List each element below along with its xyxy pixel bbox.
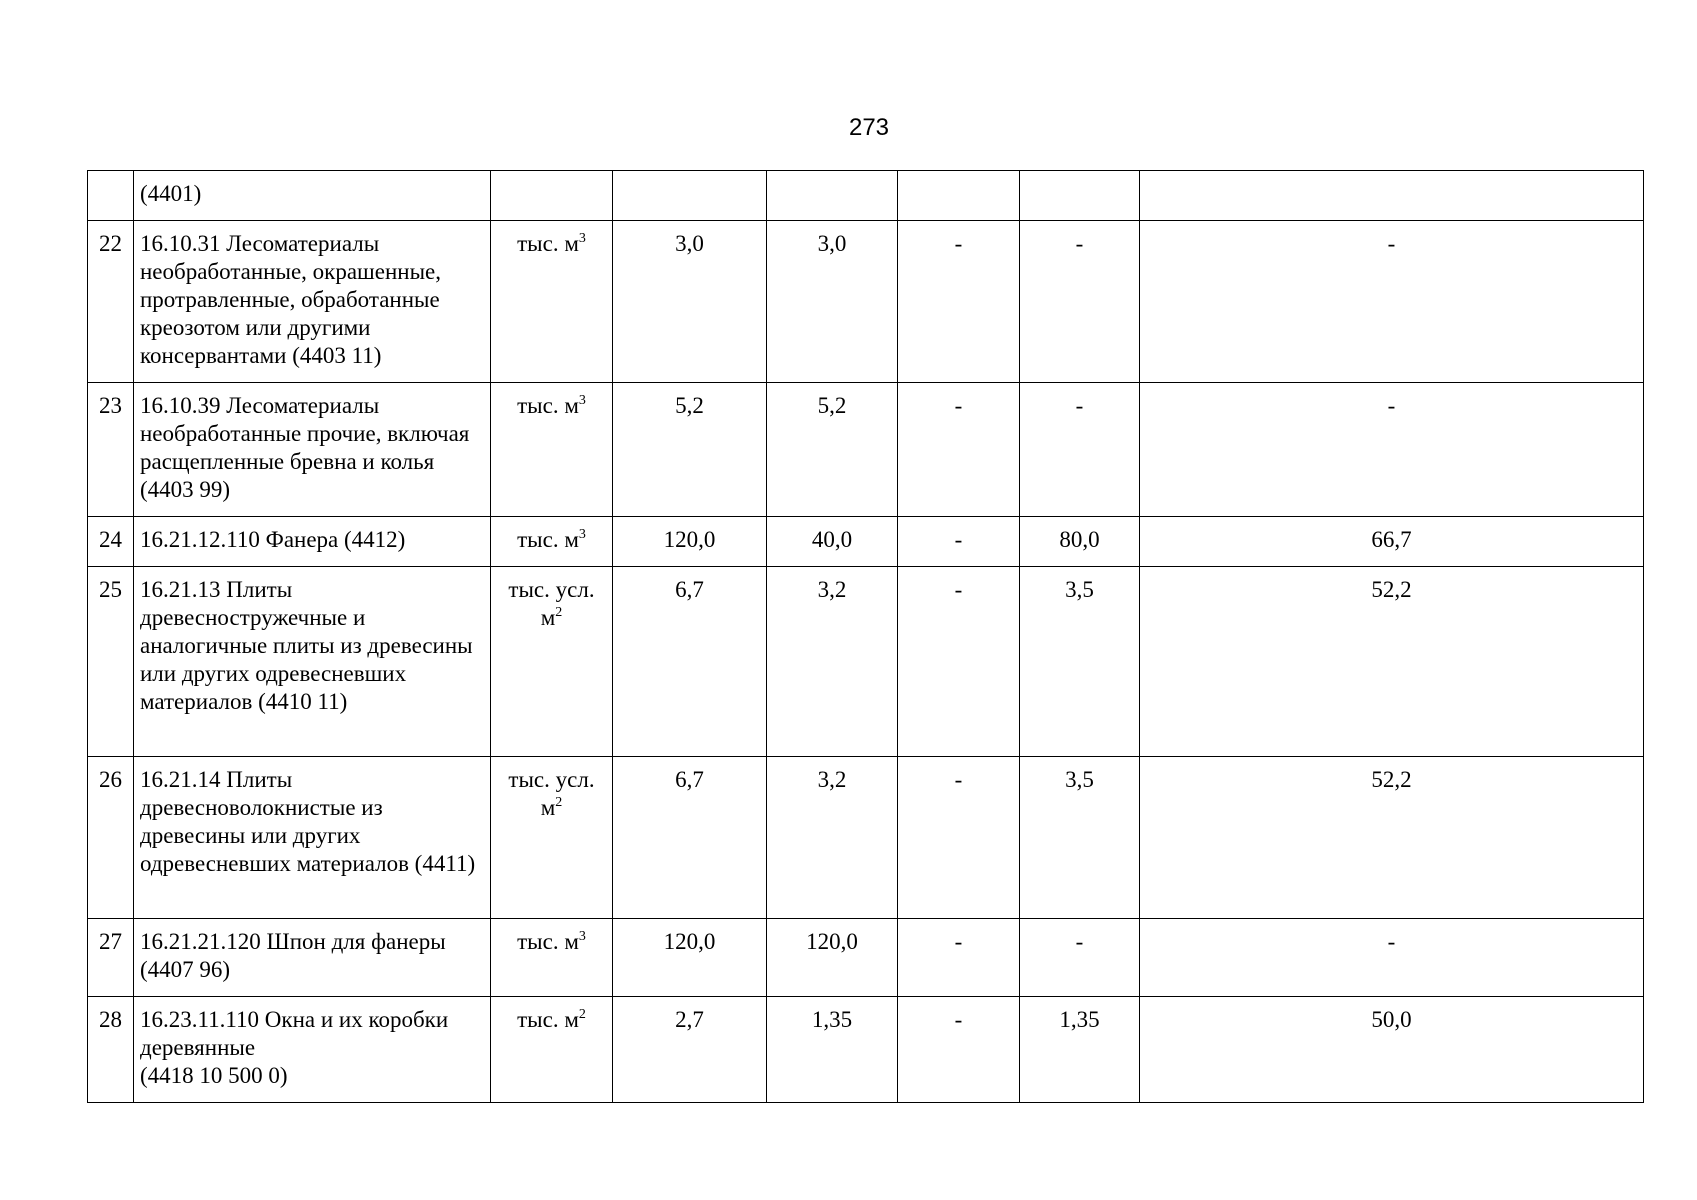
value-cell-2: 120,0 — [767, 919, 898, 997]
value-cell-2 — [767, 171, 898, 221]
row-number-cell: 22 — [88, 221, 134, 383]
row-number-cell: 26 — [88, 757, 134, 919]
unit-exponent: 3 — [578, 929, 586, 944]
value-cell-4: 3,5 — [1020, 567, 1140, 757]
unit-text: тыс. м — [517, 527, 579, 552]
product-name-cell: 16.10.39 Лесоматериалы необработанные прочие, включая расщепленные бревна и колья (4403 99) — [134, 383, 491, 517]
unit-cell — [491, 221, 613, 383]
value-cell-5: 66,7 — [1140, 517, 1644, 567]
product-name-cell: 16.21.13 Плиты древесностружечные и аналогичные плиты из древесины или других одревесневших материалов (4410 11) — [134, 567, 491, 757]
value-cell-1: 6,7 — [613, 757, 767, 919]
unit-text: тыс. усл. м — [508, 577, 595, 630]
value-cell-4: 3,5 — [1020, 757, 1140, 919]
unit-cell — [491, 383, 613, 517]
value-cell-2: 3,0 — [767, 221, 898, 383]
unit-text: тыс. м — [517, 1007, 579, 1032]
value-cell-4: - — [1020, 383, 1140, 517]
table-row — [88, 517, 1644, 567]
value-cell-4: 1,35 — [1020, 997, 1140, 1103]
row-number-cell: 25 — [88, 567, 134, 757]
value-cell-5: - — [1140, 221, 1644, 383]
value-cell-1 — [613, 171, 767, 221]
table-row — [88, 171, 1644, 221]
value-cell-4: - — [1020, 221, 1140, 383]
table-row — [88, 221, 1644, 383]
product-name-cell: (4401) — [134, 171, 491, 221]
value-cell-5 — [1140, 171, 1644, 221]
value-cell-5: - — [1140, 383, 1644, 517]
value-cell-2: 3,2 — [767, 757, 898, 919]
table-body — [88, 171, 1644, 1103]
unit-cell — [491, 757, 613, 919]
table-row — [88, 919, 1644, 997]
value-cell-3: - — [898, 567, 1020, 757]
product-name-cell: 16.21.14 Плиты древесноволокнистые из древесины или других одревесневших материалов (4411) — [134, 757, 491, 919]
unit-text: тыс. м — [517, 393, 579, 418]
page-number: 273 — [848, 114, 890, 141]
row-number-cell: 23 — [88, 383, 134, 517]
unit-exponent: 3 — [578, 231, 586, 246]
unit-text: тыс. м — [517, 929, 579, 954]
product-name-cell: 16.23.11.110 Окна и их коробки деревянные (4418 10 500 0) — [134, 997, 491, 1103]
value-cell-1: 6,7 — [613, 567, 767, 757]
value-cell-3: - — [898, 221, 1020, 383]
row-number-cell: 24 — [88, 517, 134, 567]
value-cell-1: 2,7 — [613, 997, 767, 1103]
table-row — [88, 567, 1644, 757]
unit-exponent: 2 — [555, 605, 563, 620]
unit-exponent: 2 — [555, 795, 563, 810]
value-cell-3: - — [898, 383, 1020, 517]
row-number-cell — [88, 171, 134, 221]
table-row — [88, 997, 1644, 1103]
product-name-cell: 16.21.12.110 Фанера (4412) — [134, 517, 491, 567]
value-cell-5: 52,2 — [1140, 567, 1644, 757]
unit-exponent: 3 — [578, 393, 586, 408]
value-cell-3: - — [898, 757, 1020, 919]
data-table — [87, 170, 1644, 1103]
value-cell-5: 52,2 — [1140, 757, 1644, 919]
value-cell-4: 80,0 — [1020, 517, 1140, 567]
row-number-cell: 28 — [88, 997, 134, 1103]
value-cell-3: - — [898, 997, 1020, 1103]
value-cell-1: 120,0 — [613, 919, 767, 997]
value-cell-1: 120,0 — [613, 517, 767, 567]
value-cell-3: - — [898, 517, 1020, 567]
value-cell-4 — [1020, 171, 1140, 221]
table-row — [88, 383, 1644, 517]
value-cell-5: - — [1140, 919, 1644, 997]
unit-cell — [491, 919, 613, 997]
unit-cell — [491, 567, 613, 757]
value-cell-3: - — [898, 919, 1020, 997]
value-cell-2: 5,2 — [767, 383, 898, 517]
value-cell-1: 5,2 — [613, 383, 767, 517]
value-cell-2: 3,2 — [767, 567, 898, 757]
unit-cell — [491, 997, 613, 1103]
value-cell-5: 50,0 — [1140, 997, 1644, 1103]
value-cell-2: 1,35 — [767, 997, 898, 1103]
value-cell-3 — [898, 171, 1020, 221]
value-cell-1: 3,0 — [613, 221, 767, 383]
unit-exponent: 2 — [578, 1007, 586, 1022]
unit-text: тыс. усл. м — [508, 767, 595, 820]
product-name-cell: 16.10.31 Лесоматериалы необработанные, окрашенные, протравленные, обработанные креозотом или другими консервантами (4403 11) — [134, 221, 491, 383]
product-name-cell: 16.21.21.120 Шпон для фанеры (4407 96) — [134, 919, 491, 997]
unit-cell — [491, 171, 613, 221]
unit-exponent: 3 — [578, 527, 586, 542]
value-cell-2: 40,0 — [767, 517, 898, 567]
unit-text: тыс. м — [517, 231, 579, 256]
value-cell-4: - — [1020, 919, 1140, 997]
unit-cell — [491, 517, 613, 567]
table-row — [88, 757, 1644, 919]
row-number-cell: 27 — [88, 919, 134, 997]
